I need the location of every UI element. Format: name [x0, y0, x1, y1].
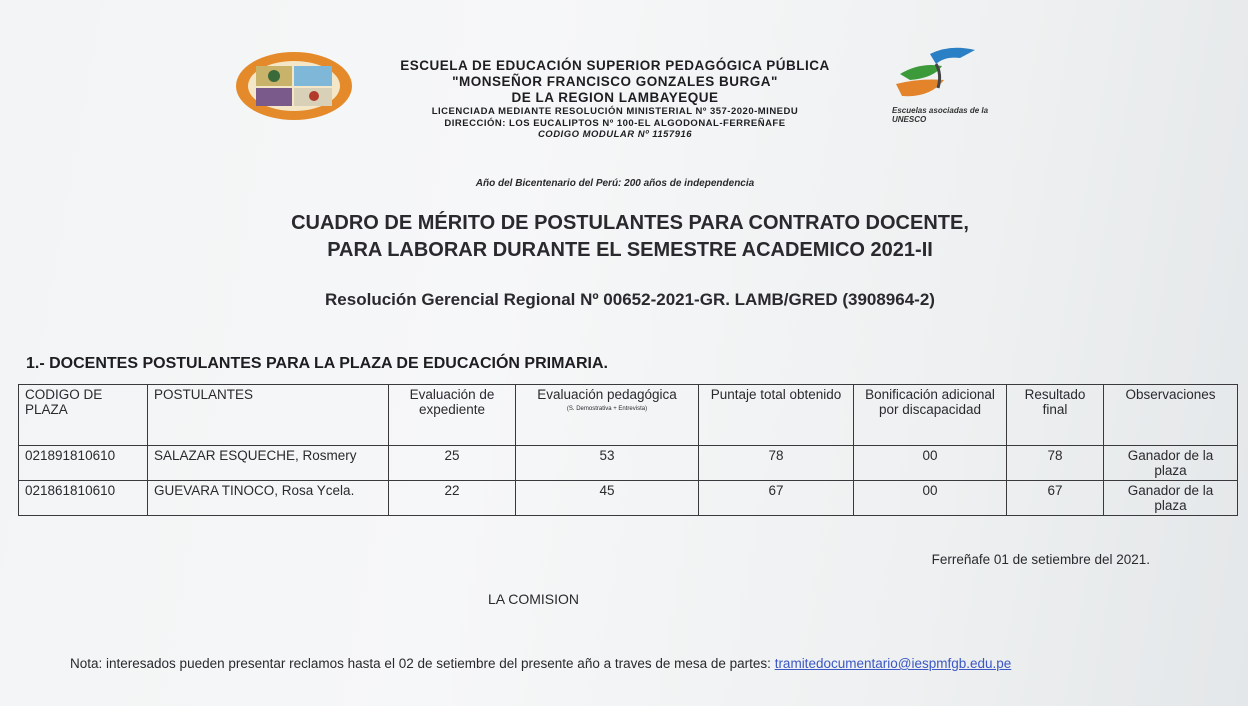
table-row	[19, 481, 1238, 516]
header-eval-pedagogica-sub: (S. Demostrativa + Entrevista)	[566, 406, 648, 412]
institution-region: DE LA REGION LAMBAYEQUE	[511, 90, 719, 105]
cell-puntaje: 78	[699, 446, 854, 481]
header-resultado: Resultado final	[1007, 385, 1104, 446]
cell-observaciones: Ganador de la plaza	[1104, 481, 1238, 516]
header-eval-pedagogica	[516, 385, 699, 446]
cell-eval-pedagogica: 53	[516, 446, 699, 481]
section-title: 1.- DOCENTES POSTULANTES PARA LA PLAZA DE EDUCACIÓN PRIMARIA.	[26, 355, 608, 372]
cell-postulante: SALAZAR ESQUECHE, Rosmery	[148, 446, 389, 481]
cell-resultado: 67	[1007, 481, 1104, 516]
address-line: DIRECCIÓN: LOS EUCALIPTOS Nº 100-EL ALGODONAL-FERREÑAFE	[444, 117, 786, 129]
header-postulantes: POSTULANTES	[148, 385, 389, 446]
header-eval-pedagogica-label: Evaluación pedagógica	[537, 387, 677, 402]
institution-header	[360, 58, 870, 141]
institution-seal-logo	[234, 50, 354, 122]
cell-eval-pedagogica: 45	[516, 481, 699, 516]
title-line1: CUADRO DE MÉRITO DE POSTULANTES PARA CONTRATO DOCENTE,	[291, 212, 969, 234]
cell-observaciones: Ganador de la plaza	[1104, 446, 1238, 481]
cell-postulante: GUEVARA TINOCO, Rosa Ycela.	[148, 481, 389, 516]
header-puntaje: Puntaje total obtenido	[699, 385, 854, 446]
unesco-bird-icon	[890, 44, 980, 104]
unesco-schools-logo	[888, 44, 1013, 139]
license-line: LICENCIADA MEDIANTE RESOLUCIÓN MINISTERIAL Nº 357-2020-MINEDU	[431, 106, 799, 117]
year-motto: Año del Bicentenario del Perú: 200 años de independencia	[475, 178, 755, 189]
institution-name-line1: ESCUELA DE EDUCACIÓN SUPERIOR PEDAGÓGICA PÚBLICA	[400, 58, 830, 73]
unesco-logo-caption: Escuelas asociadas de la UNESCO	[892, 106, 989, 124]
place-and-date: Ferreñafe 01 de setiembre del 2021.	[931, 552, 1150, 567]
merit-table	[18, 384, 1238, 516]
cell-eval-expediente: 25	[389, 446, 516, 481]
cell-puntaje: 67	[699, 481, 854, 516]
header-bonificacion: Bonificación adicional por discapacidad	[854, 385, 1007, 446]
cell-bonificacion: 00	[854, 481, 1007, 516]
document-title	[200, 210, 1060, 264]
header-observaciones: Observaciones	[1104, 385, 1238, 446]
cell-eval-expediente: 22	[389, 481, 516, 516]
contact-email-link[interactable]: tramitedocumentario@iespmfgb.edu.pe	[774, 656, 1012, 671]
note-text: Nota: interesados pueden presentar reclamos hasta el 02 de setiembre del presente año a traves de mesa de partes:	[70, 656, 771, 671]
header-codigo: CODIGO DE PLAZA	[19, 385, 148, 446]
header-eval-expediente: Evaluación de expediente	[389, 385, 516, 446]
cell-codigo: 021861810610	[19, 481, 148, 516]
table-header-row	[19, 385, 1238, 446]
footer-note	[70, 656, 1240, 671]
cell-resultado: 78	[1007, 446, 1104, 481]
resolution-reference: Resolución Gerencial Regional Nº 00652-2021-GR. LAMB/GRED (3908964-2)	[325, 290, 935, 309]
cell-bonificacion: 00	[854, 446, 1007, 481]
modular-code-line: CODIGO MODULAR Nº 1157916	[537, 129, 693, 140]
institution-name-line2: "MONSEÑOR FRANCISCO GONZALES BURGA"	[452, 74, 778, 89]
table-row	[19, 446, 1238, 481]
signature-committee: LA COMISION	[488, 591, 580, 607]
cell-codigo: 021891810610	[19, 446, 148, 481]
title-line2: PARA LABORAR DURANTE EL SEMESTRE ACADEMICO 2021-II	[327, 239, 933, 261]
